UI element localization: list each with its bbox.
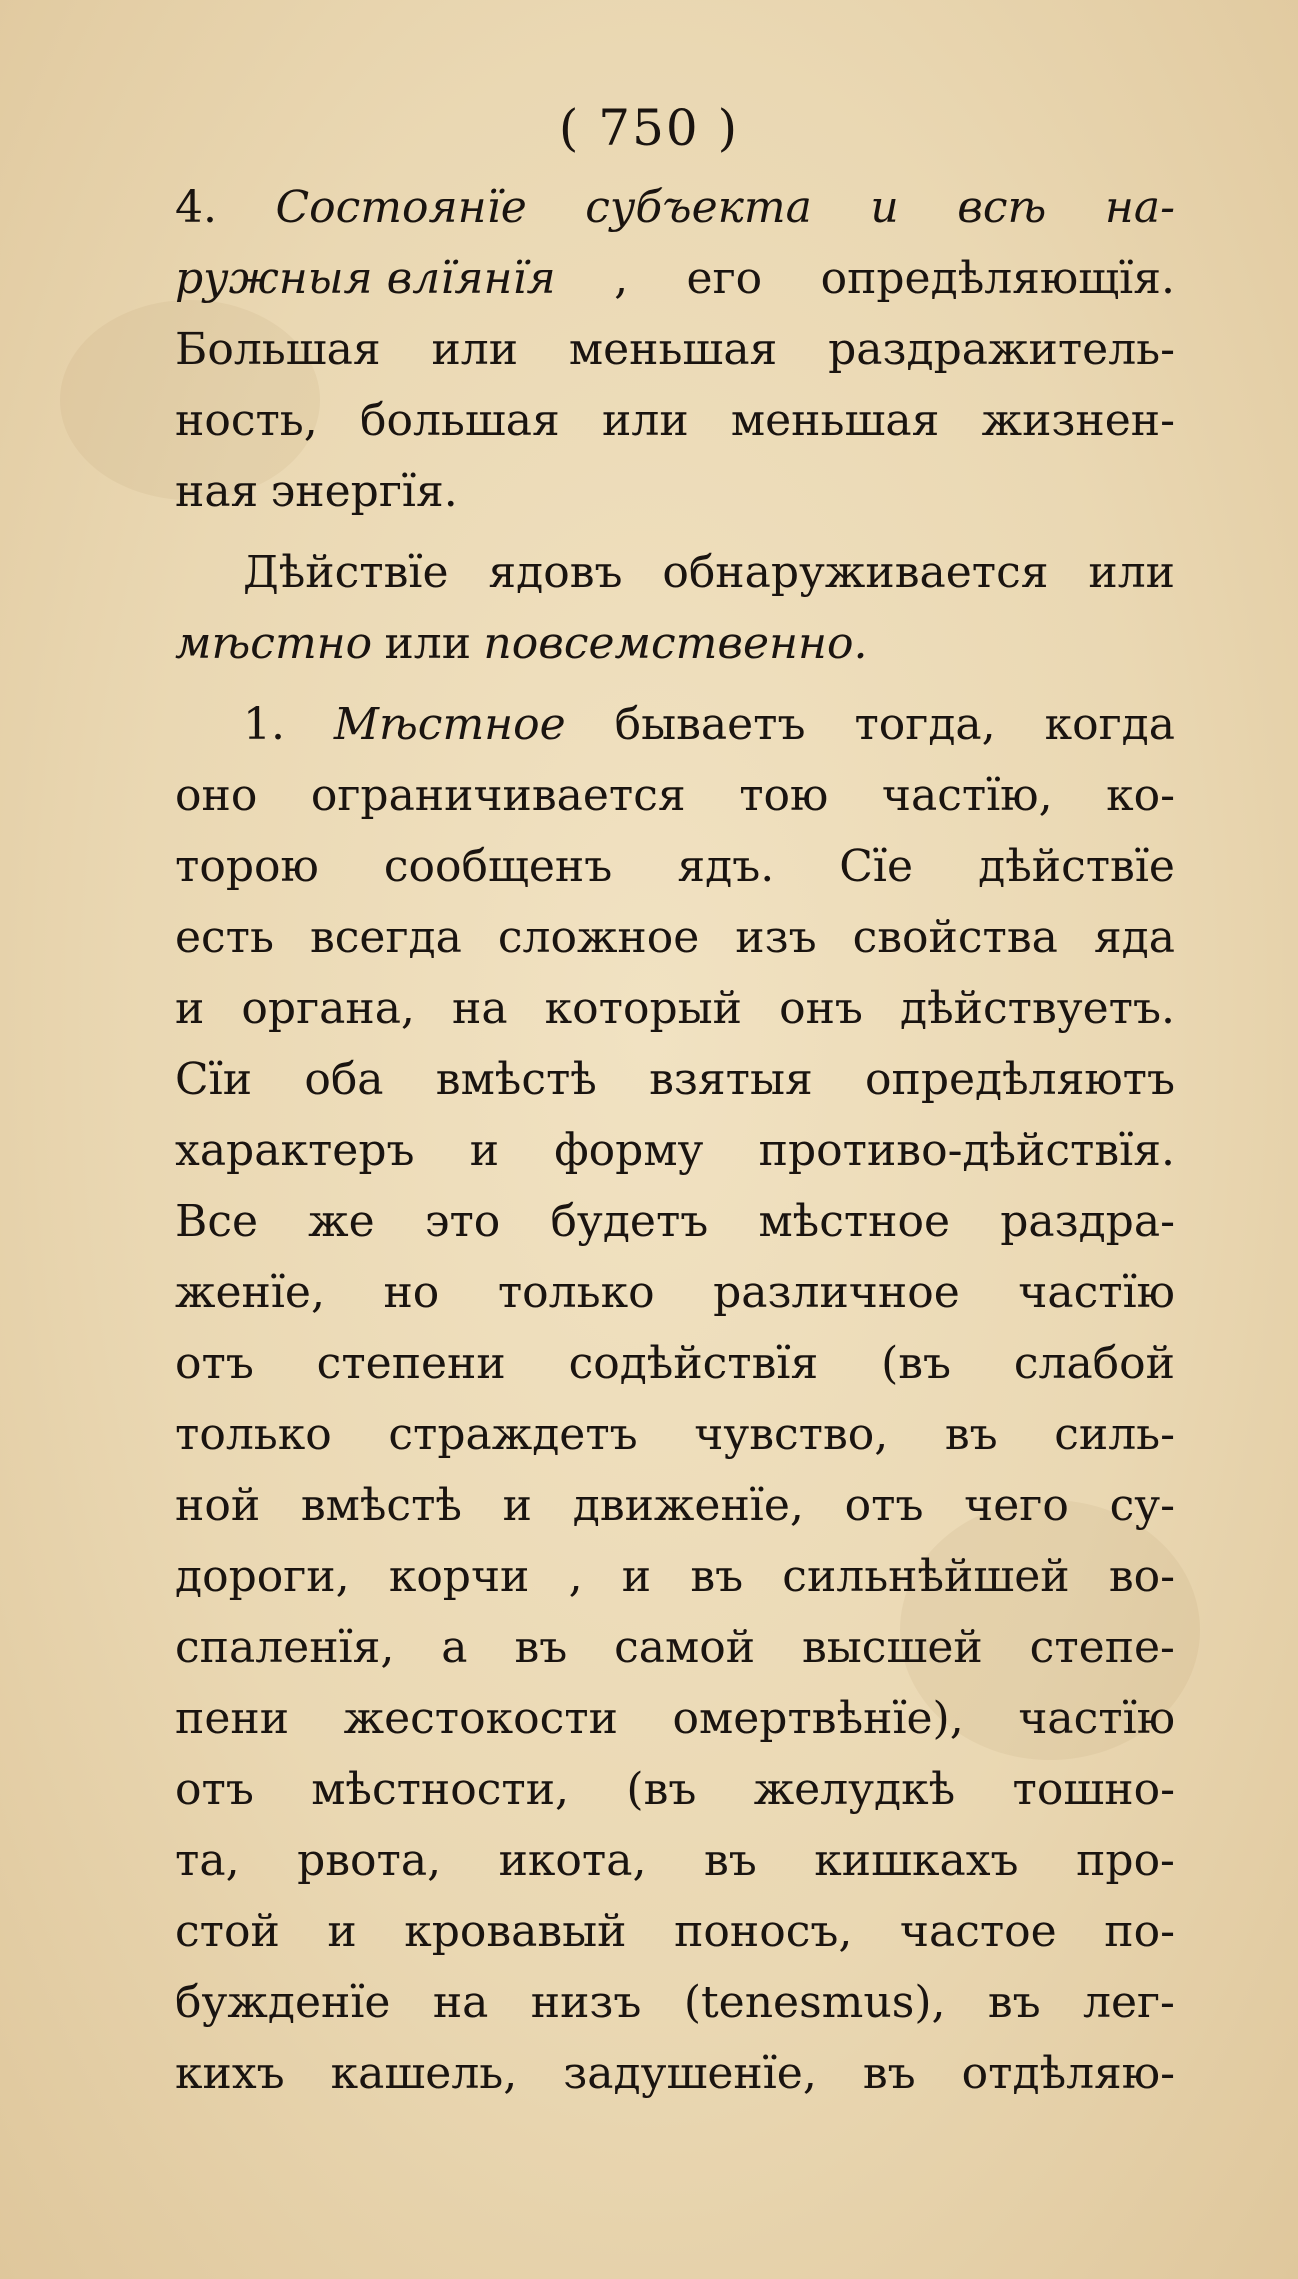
word: мѣстное [758, 1196, 951, 1247]
word: вмѣстѣ [300, 1480, 462, 1531]
word: , [568, 1551, 583, 1602]
word: задушенїе, [563, 2048, 817, 2099]
word: но [383, 1267, 440, 1318]
word: пени [175, 1693, 290, 1744]
word: обнаруживается [662, 547, 1049, 598]
word: будетъ [550, 1196, 709, 1247]
word: Мѣстное [333, 699, 566, 750]
text-line [175, 243, 1175, 314]
word: лег- [1083, 1977, 1175, 2028]
text-line [175, 1754, 1175, 1825]
word: это [424, 1196, 501, 1247]
word: же [308, 1196, 375, 1247]
word: бужденїе [175, 1977, 391, 2028]
word: сильнѣйшей [782, 1551, 1070, 1602]
word: сообщенъ [383, 841, 613, 892]
text-line [175, 1683, 1175, 1754]
word: и [469, 1125, 500, 1176]
word: движенїе, [572, 1480, 804, 1531]
text-line [175, 537, 1175, 608]
word: на [452, 983, 508, 1034]
word: силь- [1054, 1409, 1175, 1460]
paragraph-gap [175, 527, 1175, 537]
word: только [175, 1409, 332, 1460]
text-line [175, 973, 1175, 1044]
word: есть [175, 912, 274, 963]
text-line [175, 2038, 1175, 2109]
word: степе- [1029, 1622, 1175, 1673]
word: женїе, [175, 1267, 325, 1318]
text-line [175, 1825, 1175, 1896]
word: ной [175, 1480, 261, 1531]
word: ограничивается [310, 770, 686, 821]
text-line [175, 1257, 1175, 1328]
word: высшей [802, 1622, 983, 1673]
word: ружныя влїянїя [175, 253, 556, 304]
word: низъ [530, 1977, 642, 2028]
word: или [602, 395, 689, 446]
word: дѣйствуетъ. [900, 983, 1175, 1034]
word: и [502, 1480, 532, 1531]
word: кишкахъ [814, 1835, 1019, 1886]
word: 1. [243, 699, 285, 750]
text-line [175, 1115, 1175, 1186]
word: Сїе [839, 841, 914, 892]
word: чего [964, 1480, 1069, 1531]
word: энергїя. [270, 466, 458, 517]
word: въ [944, 1409, 998, 1460]
body-text [175, 172, 1175, 2109]
word: ная [175, 466, 259, 517]
word: опредѣляющїя. [820, 253, 1175, 304]
word: органа, [241, 983, 415, 1034]
word: свойства [852, 912, 1058, 963]
text-line [175, 1967, 1175, 2038]
word: тогда, [854, 699, 996, 750]
word: страждетъ [388, 1409, 638, 1460]
word: су- [1109, 1480, 1175, 1531]
word: а [441, 1622, 468, 1673]
word: меньшая [730, 395, 940, 446]
word: вмѣстѣ [435, 1054, 597, 1105]
text-line [175, 1044, 1175, 1115]
word: на- [1104, 182, 1175, 233]
text-line [175, 1612, 1175, 1683]
word: субъекта [585, 182, 812, 233]
word: (въ [626, 1764, 697, 1815]
word: оба [304, 1054, 384, 1105]
word: различное [713, 1267, 960, 1318]
text-line [175, 760, 1175, 831]
word: (въ [881, 1338, 952, 1389]
word: отъ [844, 1480, 924, 1531]
text-line [175, 1470, 1175, 1541]
word: всегда [310, 912, 462, 963]
word: отъ [175, 1764, 254, 1815]
word: въ [987, 1977, 1041, 2028]
word: повсемственно. [483, 618, 868, 669]
word: ядовъ [488, 547, 623, 598]
word: чувство, [694, 1409, 889, 1460]
word: Состоянїе [275, 182, 527, 233]
word: кровавый [404, 1906, 627, 1957]
word: по- [1104, 1906, 1175, 1957]
text-line [175, 1541, 1175, 1612]
word: слабой [1013, 1338, 1175, 1389]
word: частїю [1018, 1267, 1175, 1318]
word: жизнен- [981, 395, 1175, 446]
word: Большая [175, 324, 381, 375]
text-line [175, 831, 1175, 902]
text-line [175, 456, 1175, 527]
word: частїю [1018, 1693, 1175, 1744]
page-number: ( 750 ) [558, 99, 740, 157]
word: изъ [735, 912, 817, 963]
text-line [175, 314, 1175, 385]
word: рвота, [297, 1835, 442, 1886]
word: и [621, 1551, 652, 1602]
word: тою [739, 770, 829, 821]
word: раздражитель- [828, 324, 1175, 375]
word: стой [175, 1906, 280, 1957]
word: ядъ. [677, 841, 775, 892]
word: противо-дѣйствїя. [758, 1125, 1175, 1176]
word: 4. [175, 182, 217, 233]
word: Сїи [175, 1054, 253, 1105]
word: всѣ [957, 182, 1047, 233]
word: икота, [498, 1835, 647, 1886]
paragraph-gap [175, 679, 1175, 689]
word: только [497, 1267, 655, 1318]
word: когда [1044, 699, 1175, 750]
word: поносъ, [674, 1906, 853, 1957]
word: , [614, 253, 629, 304]
word: раздра- [1000, 1196, 1175, 1247]
word: тошно- [1012, 1764, 1175, 1815]
word: спаленїя, [175, 1622, 395, 1673]
text-line [175, 1186, 1175, 1257]
word: мѣстно [175, 618, 373, 669]
word: меньшая [568, 324, 778, 375]
text-line [175, 1328, 1175, 1399]
word: желудкѣ [753, 1764, 956, 1815]
word: (tenesmus), [683, 1977, 946, 2028]
word: жестокости [343, 1693, 618, 1744]
word: опредѣляютъ [865, 1054, 1175, 1105]
word: взятыя [649, 1054, 813, 1105]
word: или [1088, 547, 1175, 598]
text-line [175, 902, 1175, 973]
word: содѣйствїя [568, 1338, 819, 1389]
word: онъ [779, 983, 863, 1034]
word: та, [175, 1835, 240, 1886]
word: и [175, 983, 205, 1034]
word: торою [175, 841, 319, 892]
word: который [544, 983, 743, 1034]
word: Все [175, 1196, 259, 1247]
word: мѣстности, [311, 1764, 570, 1815]
text-line [175, 689, 1175, 760]
word: яда [1093, 912, 1175, 963]
word: или [431, 324, 519, 375]
text-line [175, 608, 1175, 679]
text-line [175, 1896, 1175, 1967]
word: бываетъ [614, 699, 806, 750]
word: отдѣляю- [961, 2048, 1175, 2099]
word: въ [514, 1622, 568, 1673]
word: самой [614, 1622, 756, 1673]
word: омертвѣнїе), [672, 1693, 964, 1744]
word: сложное [497, 912, 700, 963]
word: дороги, [175, 1551, 350, 1602]
word: оно [175, 770, 258, 821]
word: кашель, [330, 2048, 518, 2099]
word: про- [1076, 1835, 1175, 1886]
word: частїю, [881, 770, 1053, 821]
word: кихъ [175, 2048, 285, 2099]
word: большая [360, 395, 560, 446]
word: ность, [175, 395, 318, 446]
text-line [175, 1399, 1175, 1470]
word: корчи [388, 1551, 530, 1602]
word: форму [554, 1125, 704, 1176]
word: въ [690, 1551, 744, 1602]
word: въ [862, 2048, 916, 2099]
word: въ [704, 1835, 757, 1886]
word: характеръ [175, 1125, 415, 1176]
word: его [686, 253, 763, 304]
text-line [175, 385, 1175, 456]
word: и [870, 182, 899, 233]
word: на [432, 1977, 489, 2028]
word: ко- [1106, 770, 1175, 821]
word: и [327, 1906, 357, 1957]
text-line [175, 172, 1175, 243]
word: степени [316, 1338, 506, 1389]
word: Дѣйствїе [243, 547, 449, 598]
word: дѣйствїе [978, 841, 1175, 892]
word: отъ [175, 1338, 254, 1389]
word: или [384, 618, 472, 669]
word: частое [899, 1906, 1057, 1957]
word: во- [1108, 1551, 1175, 1602]
